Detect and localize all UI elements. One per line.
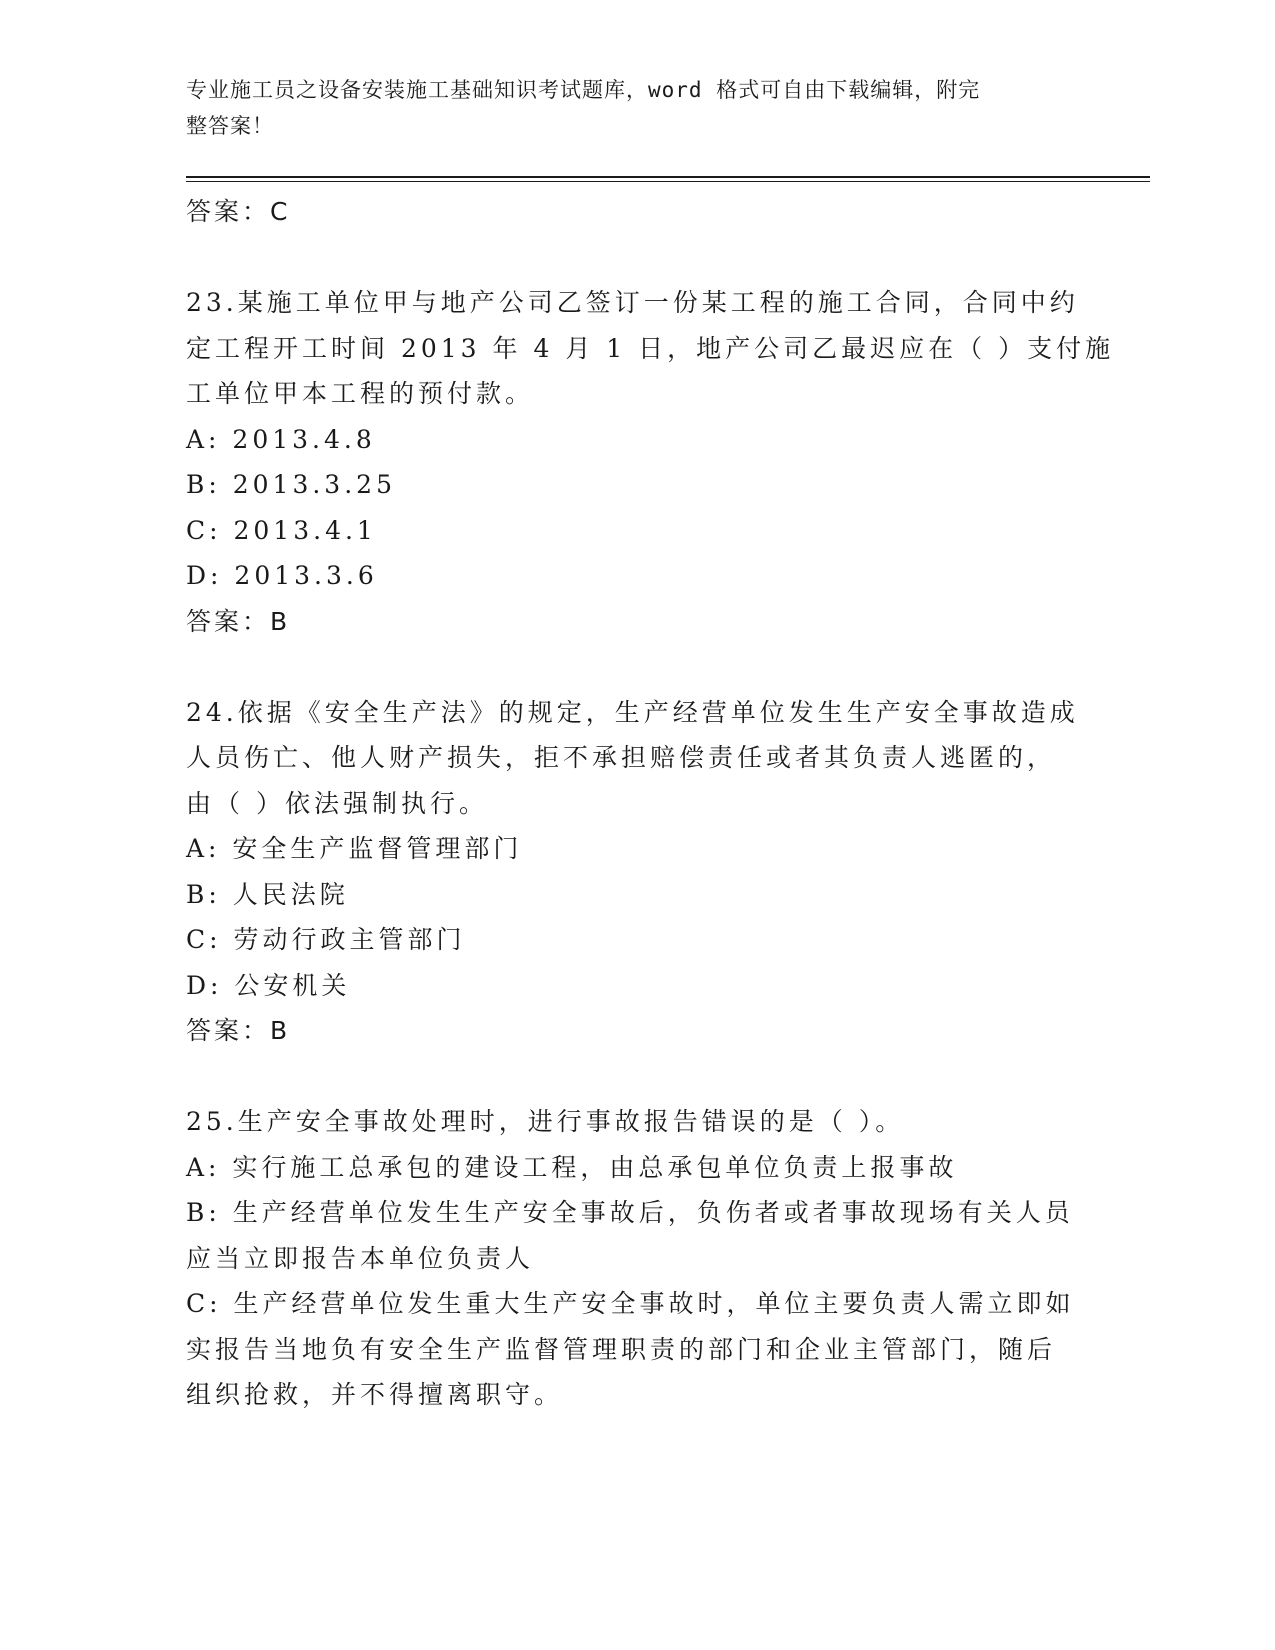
question-content [186,189,1115,1418]
answer: 答案：B [186,1016,291,1045]
spacer [186,1054,1086,1100]
header-line-1: 专业施工员之设备安装施工基础知识考试题库，word 格式可自由下载编辑，附完 [186,78,981,102]
option-c-continued: 组织抢救，并不得擅离职守。 [186,1380,564,1409]
question-stem-line: 定工程开工时间 2013 年 4 月 1 日，地产公司乙最迟应在（ ）支付施 [186,333,1115,363]
option-b: B: 人民法院 [186,879,349,909]
question-stem-line: 工单位甲本工程的预付款。 [186,379,535,408]
option-d: D: 公安机关 [186,970,351,1000]
option-c: C: 生产经营单位发生重大生产安全事故时，单位主要负责人需立即如 [186,1289,1075,1318]
previous-answer: 答案：C [186,197,291,226]
option-b: B: 2013.3.25 [186,470,396,499]
question-23 [186,280,1115,644]
question-25 [186,1099,1086,1418]
option-b: B: 生产经营单位发生生产安全事故后，负伤者或者事故现场有关人员 [186,1198,1074,1227]
option-b-continued: 应当立即报告本单位负责人 [186,1243,535,1273]
header-divider-thin [186,181,1150,182]
answer: 答案：B [186,606,291,636]
question-stem-line: 由（ ）依法强制执行。 [186,788,488,818]
header-line-2: 整答案！ [186,114,274,138]
option-c-continued: 实报告当地负有安全生产监督管理职责的部门和企业主管部门，随后 [186,1334,1057,1364]
page-header [186,72,1066,144]
question-stem-line: 24.依据《安全生产法》的规定，生产经营单位发生生产安全事故造成 [186,697,1079,727]
option-a: A: 2013.4.8 [186,424,376,454]
question-24 [186,690,1086,1054]
option-d: D: 2013.3.6 [186,561,378,590]
question-stem-line: 人员伤亡、他人财产损失，拒不承担赔偿责任或者其负责人逃匿的， [186,743,1057,772]
option-c: C: 劳动行政主管部门 [186,925,466,954]
spacer [186,644,1086,690]
header-divider-thick [186,176,1150,178]
question-stem-line: 23.某施工单位甲与地产公司乙签订一份某工程的施工合同，合同中约 [186,288,1079,317]
option-c: C: 2013.4.1 [186,515,377,545]
option-a: A: 安全生产监督管理部门 [186,834,523,863]
question-stem-line: 25.生产安全事故处理时，进行事故报告错误的是（ ）。 [186,1107,905,1136]
option-a: A: 实行施工总承包的建设工程，由总承包单位负责上报事故 [186,1152,958,1182]
spacer [186,235,1086,281]
